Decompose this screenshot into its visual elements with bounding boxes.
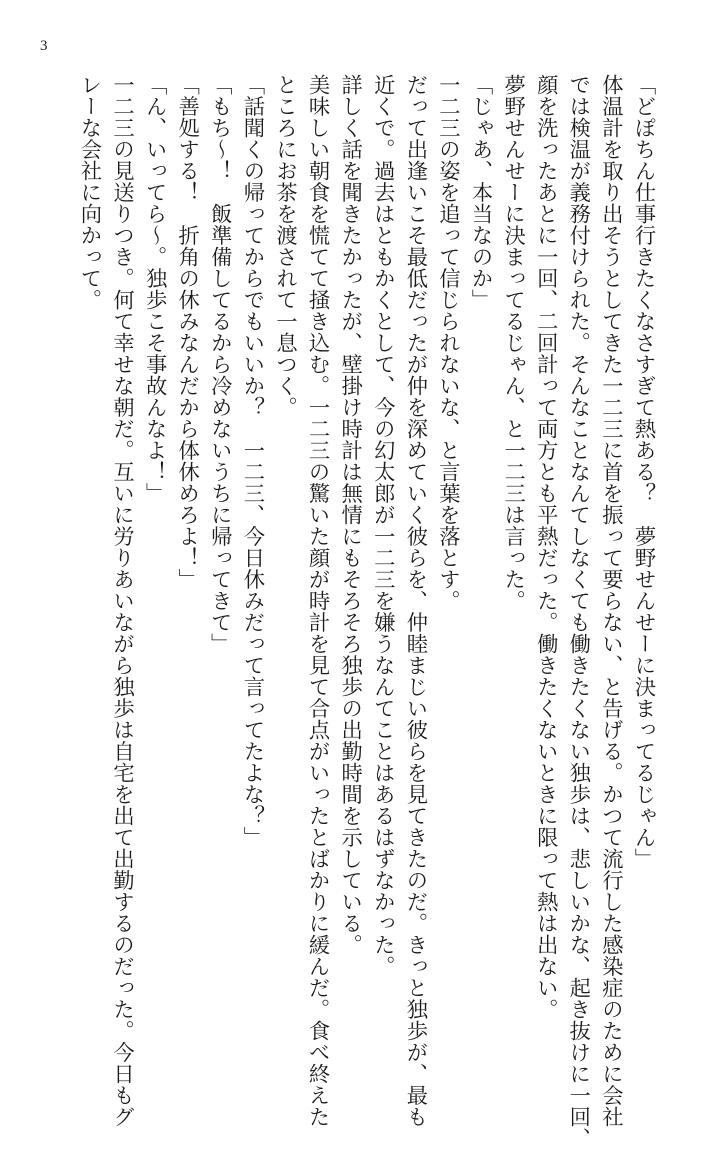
text-line: 美味しい朝食を慌てて掻き込む。一二三の驚いた顔が時計を見て合点がいったとばかりに緩んだ。食べ終えた — [305, 74, 331, 1128]
text-line: 詳しく話を聞きたかったが、壁掛け時計は無情にもそろそろ独歩の出勤時間を示している。 — [337, 74, 363, 956]
text-line: だって出逢いこそ最低だったが仲を深めていく彼らを、仲睦まじい彼らを見てきたのだ。きっと独歩が、最も — [402, 74, 428, 1128]
text-line: 夢野せんせーに決まってるじゃん、と一二三は言った。 — [500, 74, 526, 612]
text-line: 「もち～！ 飯準備してるから冷めないうちに帰ってきて」 — [207, 74, 233, 655]
text-line: 顔を洗ったあとに一回、二回計って両方とも平熱だった。働きたくないときに限って熱は出ない。 — [533, 74, 559, 1020]
text-line: レーな会社に向かって。 — [76, 74, 102, 311]
text-line: 体温計を取り出そうとしてきた一二三に首を振って要らない、と告げる。かつて流行した感染症のために会社 — [598, 74, 624, 1128]
text-line: 「どぽちん仕事行きたくなさすぎて熱ある？ 夢野せんせーに決まってるじゃん」 — [631, 74, 656, 870]
text-line: 「善処する！ 折角の休みなんだから体休めろよ！」 — [174, 74, 200, 590]
vertical-text-block — [76, 74, 657, 1149]
text-line: 「じゃあ、本当なのか」 — [468, 74, 494, 311]
text-line: ところにお茶を渡されて一息つく。 — [272, 74, 298, 418]
text-line: 「話聞くの帰ってからでもいいか？ 一二三、今日休みだって言ってたよな？」 — [239, 74, 265, 848]
text-line: 一二三の姿を追って信じられないな、と言葉を落とす。 — [435, 74, 461, 612]
text-line: では検温が義務付けられた。そんなことなんてしなくても働きたくない独歩は、悲しいかな、起き抜けに一回、 — [565, 74, 591, 1149]
text-line: 近くで。過去はともかくとして、今の幻太郎が一二三を嫌うなんてことはあるはずなかった。 — [370, 74, 396, 977]
text-line: 一二三の見送りつき。何て幸せな朝だ。互いに労りあいながら独歩は自宅を出て出勤するのだった。今日もグ — [109, 74, 135, 1128]
text-line: 「ん、いってら～。独歩こそ事故んなよ！」 — [142, 74, 168, 504]
page-number: 3 — [40, 38, 48, 54]
